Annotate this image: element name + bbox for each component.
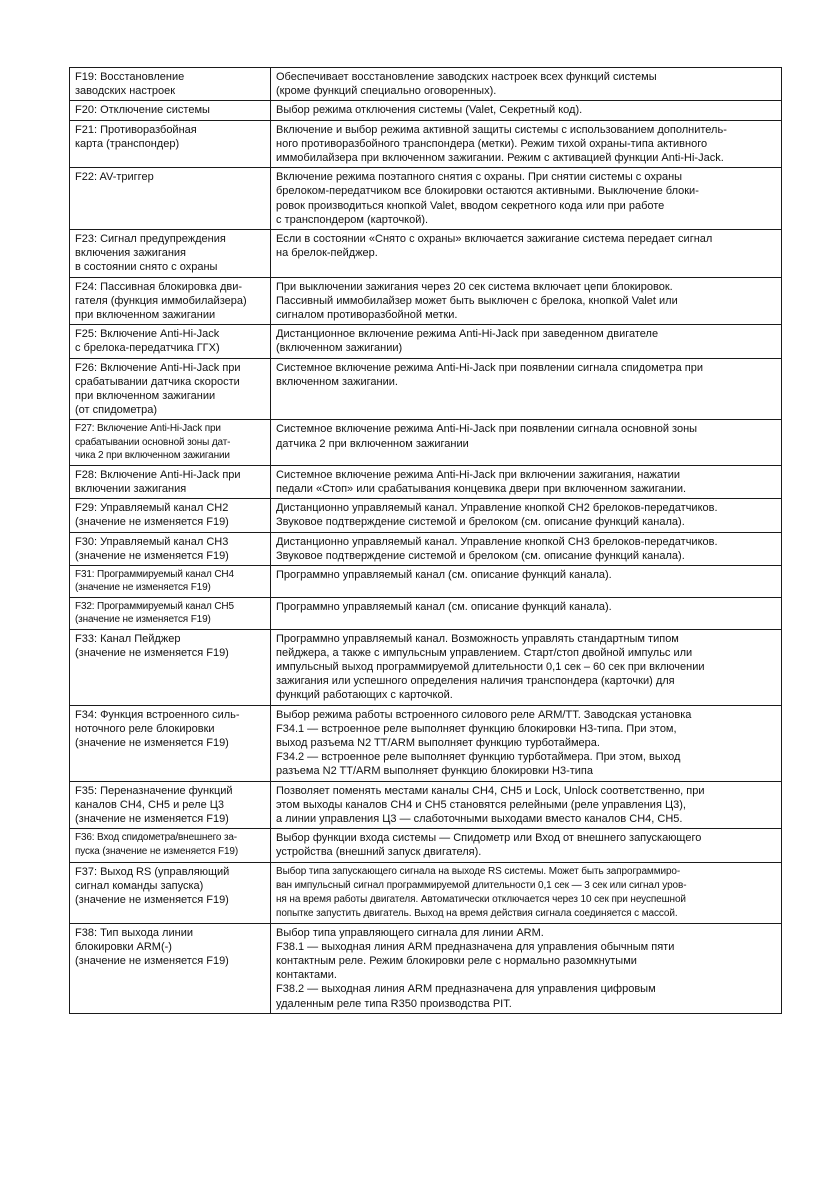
function-name-cell: F30: Управляемый канал CH3 (значение не изменяется F19) (70, 532, 271, 565)
function-name-cell: F19: Восстановление заводских настроек (70, 68, 271, 101)
function-description-cell: Включение режима поэтапного снятия с охраны. При снятии системы с охраны брелоком-передатчиком все блокировки остаются активными. Выключение блоки- ровок производиться кнопкой Valet, вводом секретного кода или при работе с транспондером (карточкой). (271, 168, 782, 230)
function-description-cell: Обеспечивает восстановление заводских настроек всех функций системы (кроме функций специально оговоренных). (271, 68, 782, 101)
function-description-cell: Дистанционно управляемый канал. Управление кнопкой CH2 брелоков-передатчиков. Звуковое подтверждение системой и брелоком (см. описание функций канала). (271, 499, 782, 532)
function-name-cell: F34: Функция встроенного силь- ноточного реле блокировки (значение не изменяется F19) (70, 705, 271, 781)
function-description-cell: Выбор режима работы встроенного силового реле ARM/TT. Заводская установка F34.1 — встроенное реле выполняет функцию блокировки Н3-типа. При этом, выход разъема N2 TT/ARM выполняет функцию турботаймера. F34.2 — встроенное реле выполняет функцию турботаймера. При этом, выход разъема N2 TT/ARM выполняет функцию блокировки Н3-типа (271, 705, 782, 781)
function-name-cell: F29: Управляемый канал CH2 (значение не изменяется F19) (70, 499, 271, 532)
function-name-cell: F28: Включение Anti-Hi-Jack при включении зажигания (70, 465, 271, 498)
function-description-cell: Дистанционное включение режима Anti-Hi-Jack при заведенном двигателе (включенном зажигании) (271, 325, 782, 358)
function-name-cell: F31: Программируемый канал CH4 (значение не изменяется F19) (70, 565, 271, 597)
function-description-cell: Выбор режима отключения системы (Valet, Секретный код). (271, 101, 782, 120)
function-description-cell: Системное включение режима Anti-Hi-Jack при появлении сигнала основной зоны датчика 2 при включенном зажигании (271, 420, 782, 465)
function-name-cell: F22: AV-триггер (70, 168, 271, 230)
function-description-cell: Дистанционно управляемый канал. Управление кнопкой CH3 брелоков-передатчиков. Звуковое подтверждение системой и брелоком (см. описание функций канала). (271, 532, 782, 565)
function-description-cell: Если в состоянии «Снято с охраны» включается зажигание система передает сигнал на брелок-пейджер. (271, 230, 782, 278)
table-row (70, 532, 782, 565)
function-name-cell: F33: Канал Пейджер (значение не изменяется F19) (70, 629, 271, 705)
table-row (70, 120, 782, 168)
function-name-cell: F24: Пассивная блокировка дви- гателя (функция иммобилайзера) при включенном зажигании (70, 277, 271, 325)
table-row (70, 230, 782, 278)
table-row (70, 829, 782, 862)
table-row (70, 862, 782, 923)
functions-table (69, 67, 782, 1014)
table-row (70, 168, 782, 230)
table-row (70, 705, 782, 781)
function-name-cell: F21: Противоразбойная карта (транспондер) (70, 120, 271, 168)
function-description-cell: При выключении зажигания через 20 сек система включает цепи блокировок. Пассивный иммобилайзер может быть выключен с брелока, кнопкой Valet или сигналом противоразбойной метки. (271, 277, 782, 325)
function-name-cell: F32: Программируемый канал CH5 (значение не изменяется F19) (70, 597, 271, 629)
function-name-cell: F27: Включение Anti-Hi-Jack при срабатывании основной зоны дат- чика 2 при включенном зажигании (70, 420, 271, 465)
function-description-cell: Программно управляемый канал (см. описание функций канала). (271, 597, 782, 629)
function-description-cell: Выбор типа управляющего сигнала для линии ARM. F38.1 — выходная линия ARM предназначена для управления обычным пяти контактным реле. Режим блокировки реле с нормально разомкнутыми контактами. F38.2 — выходная линия ARM предназначена для управления цифровым удаленным реле типа R350 производства PIT. (271, 923, 782, 1013)
function-name-cell: F37: Выход RS (управляющий сигнал команды запуска) (значение не изменяется F19) (70, 862, 271, 923)
table-row (70, 325, 782, 358)
table-row (70, 781, 782, 829)
function-description-cell: Включение и выбор режима активной защиты системы с использованием дополнитель- ного противоразбойного транспондера (метки). Режим тихой охраны-типа активного иммобилайзера при включенном зажигании. Режим с активацией функции Anti-Hi-Jack. (271, 120, 782, 168)
table-row (70, 101, 782, 120)
table-row (70, 923, 782, 1013)
function-name-cell: F26: Включение Anti-Hi-Jack при срабатывании датчика скорости при включенном зажигании (от спидометра) (70, 358, 271, 420)
table-row (70, 277, 782, 325)
table-row (70, 465, 782, 498)
function-description-cell: Выбор типа запускающего сигнала на выходе RS системы. Может быть запрограммиро- ван импульсный сигнал программируемой длительности 0,1 сек — 3 сек или сигнал уров- ня на время работы двигателя. Автоматически отключается через 10 сек при неуспешной попытке запустить двигатель. Выход на время действия сигнала соединяется с массой. (271, 862, 782, 923)
function-name-cell: F38: Тип выхода линии блокировки ARM(-) (значение не изменяется F19) (70, 923, 271, 1013)
table-row (70, 68, 782, 101)
function-name-cell: F35: Переназначение функций каналов CH4, CH5 и реле Ц3 (значение не изменяется F19) (70, 781, 271, 829)
table-row (70, 565, 782, 597)
function-name-cell: F25: Включение Anti-Hi-Jack с брелока-передатчика ГГХ) (70, 325, 271, 358)
table-row (70, 597, 782, 629)
function-description-cell: Программно управляемый канал. Возможность управлять стандартным типом пейджера, а также с импульсным управлением. Старт/стоп двойной импульс или импульсный выход программируемой длительности 0,1 сек – 60 сек при включении зажигания или успешного определения наличия транспондера (карточки) для функций работающих с карточкой. (271, 629, 782, 705)
function-description-cell: Системное включение режима Anti-Hi-Jack при появлении сигнала спидометра при включенном зажигании. (271, 358, 782, 420)
function-description-cell: Системное включение режима Anti-Hi-Jack при включении зажигания, нажатии педали «Стоп» или срабатывания концевика двери при включенном зажигании. (271, 465, 782, 498)
function-description-cell: Программно управляемый канал (см. описание функций канала). (271, 565, 782, 597)
function-name-cell: F36: Вход спидометра/внешнего за- пуска (значение не изменяется F19) (70, 829, 271, 862)
table-row (70, 420, 782, 465)
function-description-cell: Выбор функции входа системы — Спидометр или Вход от внешнего запускающего устройства (внешний запуск двигателя). (271, 829, 782, 862)
table-row (70, 629, 782, 705)
table-row (70, 358, 782, 420)
function-description-cell: Позволяет поменять местами каналы CH4, CH5 и Lock, Unlock соответственно, при этом выходы каналов CH4 и CH5 становятся релейными (реле управления Ц3), а линии управления Ц3 — слаботочными выходами вместо каналов CH4, CH5. (271, 781, 782, 829)
table-row (70, 499, 782, 532)
function-name-cell: F23: Сигнал предупреждения включения зажигания в состоянии снято с охраны (70, 230, 271, 278)
function-name-cell: F20: Отключение системы (70, 101, 271, 120)
